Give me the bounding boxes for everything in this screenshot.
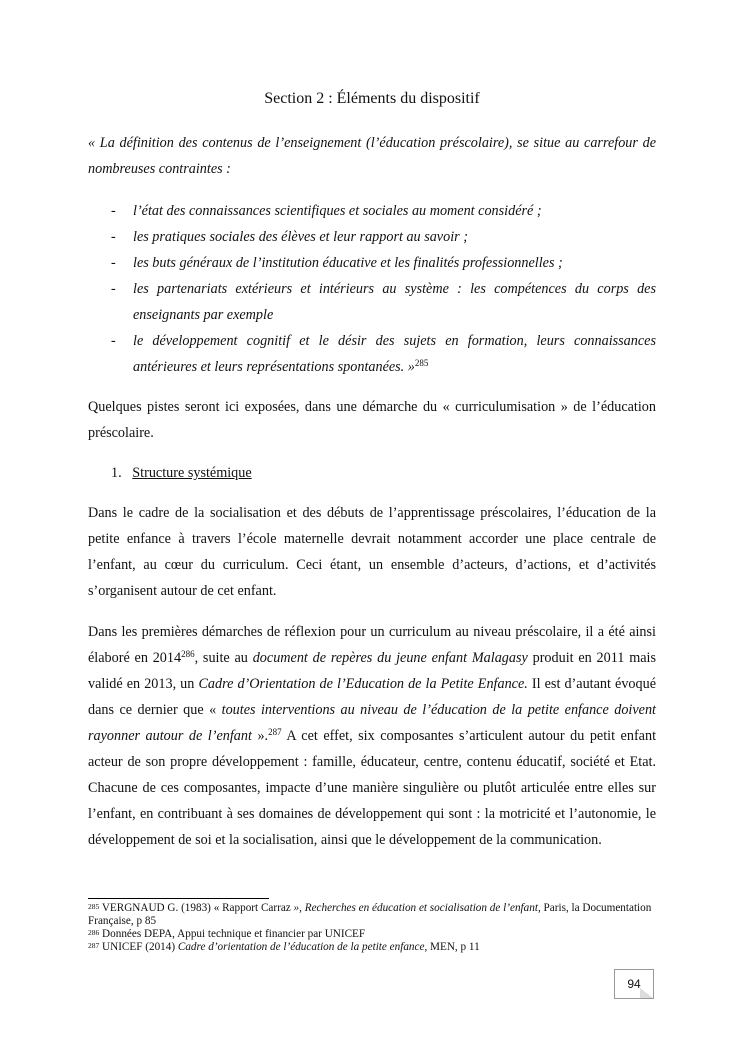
footnote: $^{285}$ VERGNAUD G. (1983) « Rapport Carraz », Recherches en éducation et socialisation de l’enfant, Paris, la Documentation Française, p 85	[88, 902, 652, 927]
footnote-ref: 285	[414, 358, 429, 368]
paragraph-context: Dans le cadre de la socialisation et des débuts de l’apprentissage préscolaires, l’éducation de la petite enfance à travers l’école maternelle devrait notamment accorder une place centrale de l’enfant, au cœur du curriculum. Ceci étant, un ensemble d’acteurs, d’actions, et d’activités s’organisent autour de cet enfant.	[88, 505, 656, 599]
footnote-ref: 287	[268, 727, 282, 737]
footnote: $^{287}$ UNICEF (2014) Cadre d’orientation de l’éducation de la petite enfance, MEN, p 11	[88, 941, 480, 953]
paragraph-intro: Quelques pistes seront ici exposées, dans une démarche du « curriculumisation » de l’éducation préscolaire.	[88, 399, 656, 441]
list-item: - les buts généraux de l’institution éducative et les finalités professionnelles ;	[111, 255, 563, 271]
footnotes	[88, 902, 656, 954]
section-title: Section 2 : Éléments du dispositif	[264, 90, 480, 107]
paragraph-curriculum: Dans les premières démarches de réflexion pour un curriculum au niveau préscolaire, il a été ainsi élaboré en 2014$^{286}$, suite au document de repères du jeune enfant Malagasy produit en 2011 mais validé en 2013, un Cadre d’Orientation de l’Education de la Petite Enfance. Il est d’autant évoqué dans ce dernier que « toutes interventions au niveau de l’éducation de la petite enfance doivent rayonner autour de l’enfant ».$^{287}$ A cet effet, six composantes s’articulent autour du petit enfant acteur de son propre développement : famille, éducateur, centre, contenu éducatif, société et Etat. Chacune de ces composantes, impacte d’une manière singulière ou plutôt articulée entre elles sur l’enfant, en contribuant à ses domaines de développement qui sont : la motricité et l’autonomie, le développement de soi et la socialisation, ainsi que le développement de la communication.	[88, 624, 657, 848]
quote-intro: « La définition des contenus de l’enseignement (l’éducation préscolaire), se situe au carrefour de nombreuses contraintes :	[88, 135, 656, 177]
page-number: 94	[614, 969, 654, 999]
footnote-divider	[88, 898, 269, 899]
list-item: - le développement cognitif et le désir des sujets en formation, leurs connaissances antérieures et leurs représentations spontanées. »$^{285}$	[111, 333, 656, 375]
heading-structure: 1. Structure systémique	[111, 465, 252, 481]
list-item: - l’état des connaissances scientifiques et sociales au moment considéré ;	[111, 203, 542, 219]
footnote-ref: 286	[181, 649, 195, 659]
list-item: - les pratiques sociales des élèves et leur rapport au savoir ;	[111, 229, 468, 245]
constraints-list	[88, 198, 656, 380]
footnote: $^{286}$ Données DEPA, Appui technique et financier par UNICEF	[88, 928, 366, 940]
page-curl-icon	[640, 988, 653, 998]
list-item: - les partenariats extérieurs et intérieurs au système : les compétences du corps des enseignants par exemple	[111, 281, 656, 323]
